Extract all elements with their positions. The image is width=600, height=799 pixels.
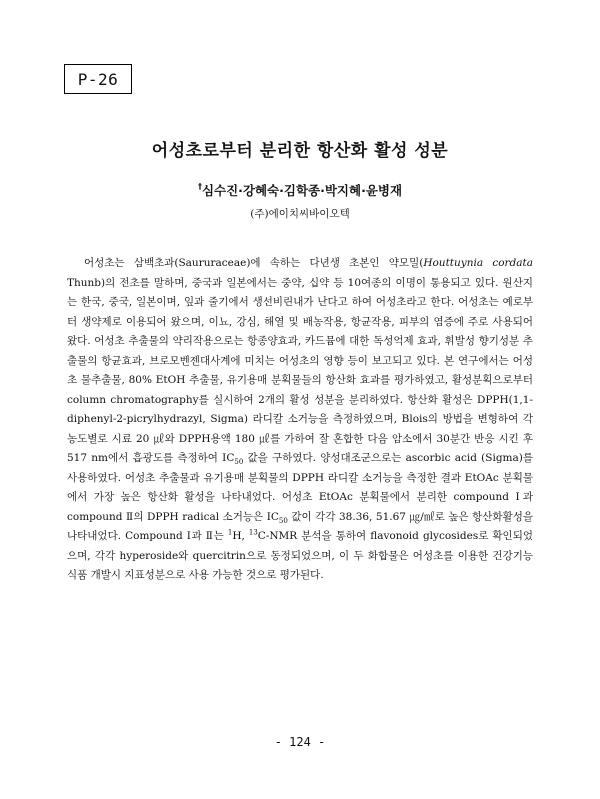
abstract-part-6: C-NMR 분석을 통하여 flavonoid glycosides로 확인되었으며, 각각 hyperoside와 quercitrin으로 동정되었으며, 이 두 화합물은 어성초를 이용한 건강기능식품 개발시 지표성분으로 사용 가능한 것으로 평가된다.	[67, 530, 533, 581]
abstract-part-3: 값을 구하였다. 양성대조군으로는 ascorbic acid (Sigma)를 사용하였다. 어성초 추출물과 유기용매 분획물의 DPPH 라디칼 소거능을 측정한 결과 EtOAc 분획물에서 가장 높은 항산화 활성을 나타내었다. 어성초 EtOAc 분획물에서 분리한 compound Ⅰ과 compound Ⅱ의 DPPH radical 소거능은 IC	[67, 452, 533, 523]
ic50-subscript: 50	[234, 458, 244, 467]
abstract-part-5: H,	[232, 530, 249, 542]
species-name: Houttuynia cordata	[423, 257, 534, 269]
affiliation: (주)에이치씨바이오텍	[250, 208, 350, 220]
abstract-part-2: Thunb)의 전초를 말하며, 중국과 일본에서는 중약, 십약 등 10여종의 이명이 통용되고 있다. 원산지는 한국, 중국, 일본이며, 잎과 줄기에서 생선비린내가 난다고 하여 어성초라고 한다. 어성초는 예로부터 생약제로 이용되어 왔으며, 이뇨, 강심, 해열 및 배농작용, 항균작용, 피부의 염증에 주로 사용되어 왔다. 어성초 추출물의 약리작용으로는 항종양효과, 카드뮴에 대한 독성억제 효과, 휘발성 향기성분 추출물의 항균효과, 브로모벤젠대사계에 미치는 어성초의 영향 등이 보고되고 있다. 본 연구에서는 어성초 물추출물, 80% EtOH 추출물, 유기용매 분획물들의 항산화 효과를 평가하였고, 활성분획으로부터 column chromatography를 실시하여 2개의 활성 성분을 분리하였다. 항산화 활성은 DPPH(1,1-diphenyl-2-picrylhydrazyl, Sigma) 라디칼 소거능을 측정하였으며, Blois의 방법을 변형하여 각 농도별로 시료 20 ㎕와 DPPH용액 180 ㎕를 가하여 잘 혼합한 다음 암소에서 30분간 반응 시킨 후 517 nm에서 흡광도를 측정하여 IC	[67, 276, 533, 464]
abstract-part-4: 값이 각각 38.36, 51.67 ㎍/㎖로 높은 항산화활성을 나타내었다. Compound Ⅰ과 Ⅱ는	[67, 510, 533, 542]
corresponding-author-mark: †	[197, 181, 202, 191]
author-names: 심수진·강혜숙·김학종·박지혜·윤병재	[201, 183, 403, 198]
nmr-superscript: 1	[227, 528, 233, 537]
poster-label: P-26	[64, 64, 132, 94]
page-number: - 124 -	[274, 735, 326, 749]
paper-title: 어성초로부터 분리한 항산화 활성 성분	[151, 141, 449, 161]
abstract-part-1: 어성초는 삼백초과(Saururaceae)에 속하는 다년생 초본인 약모밀(	[84, 257, 424, 269]
nmr-superscript: 13	[248, 528, 258, 537]
author-list	[0, 181, 600, 199]
ic50-subscript: 50	[278, 516, 288, 525]
abstract-text	[67, 254, 533, 586]
